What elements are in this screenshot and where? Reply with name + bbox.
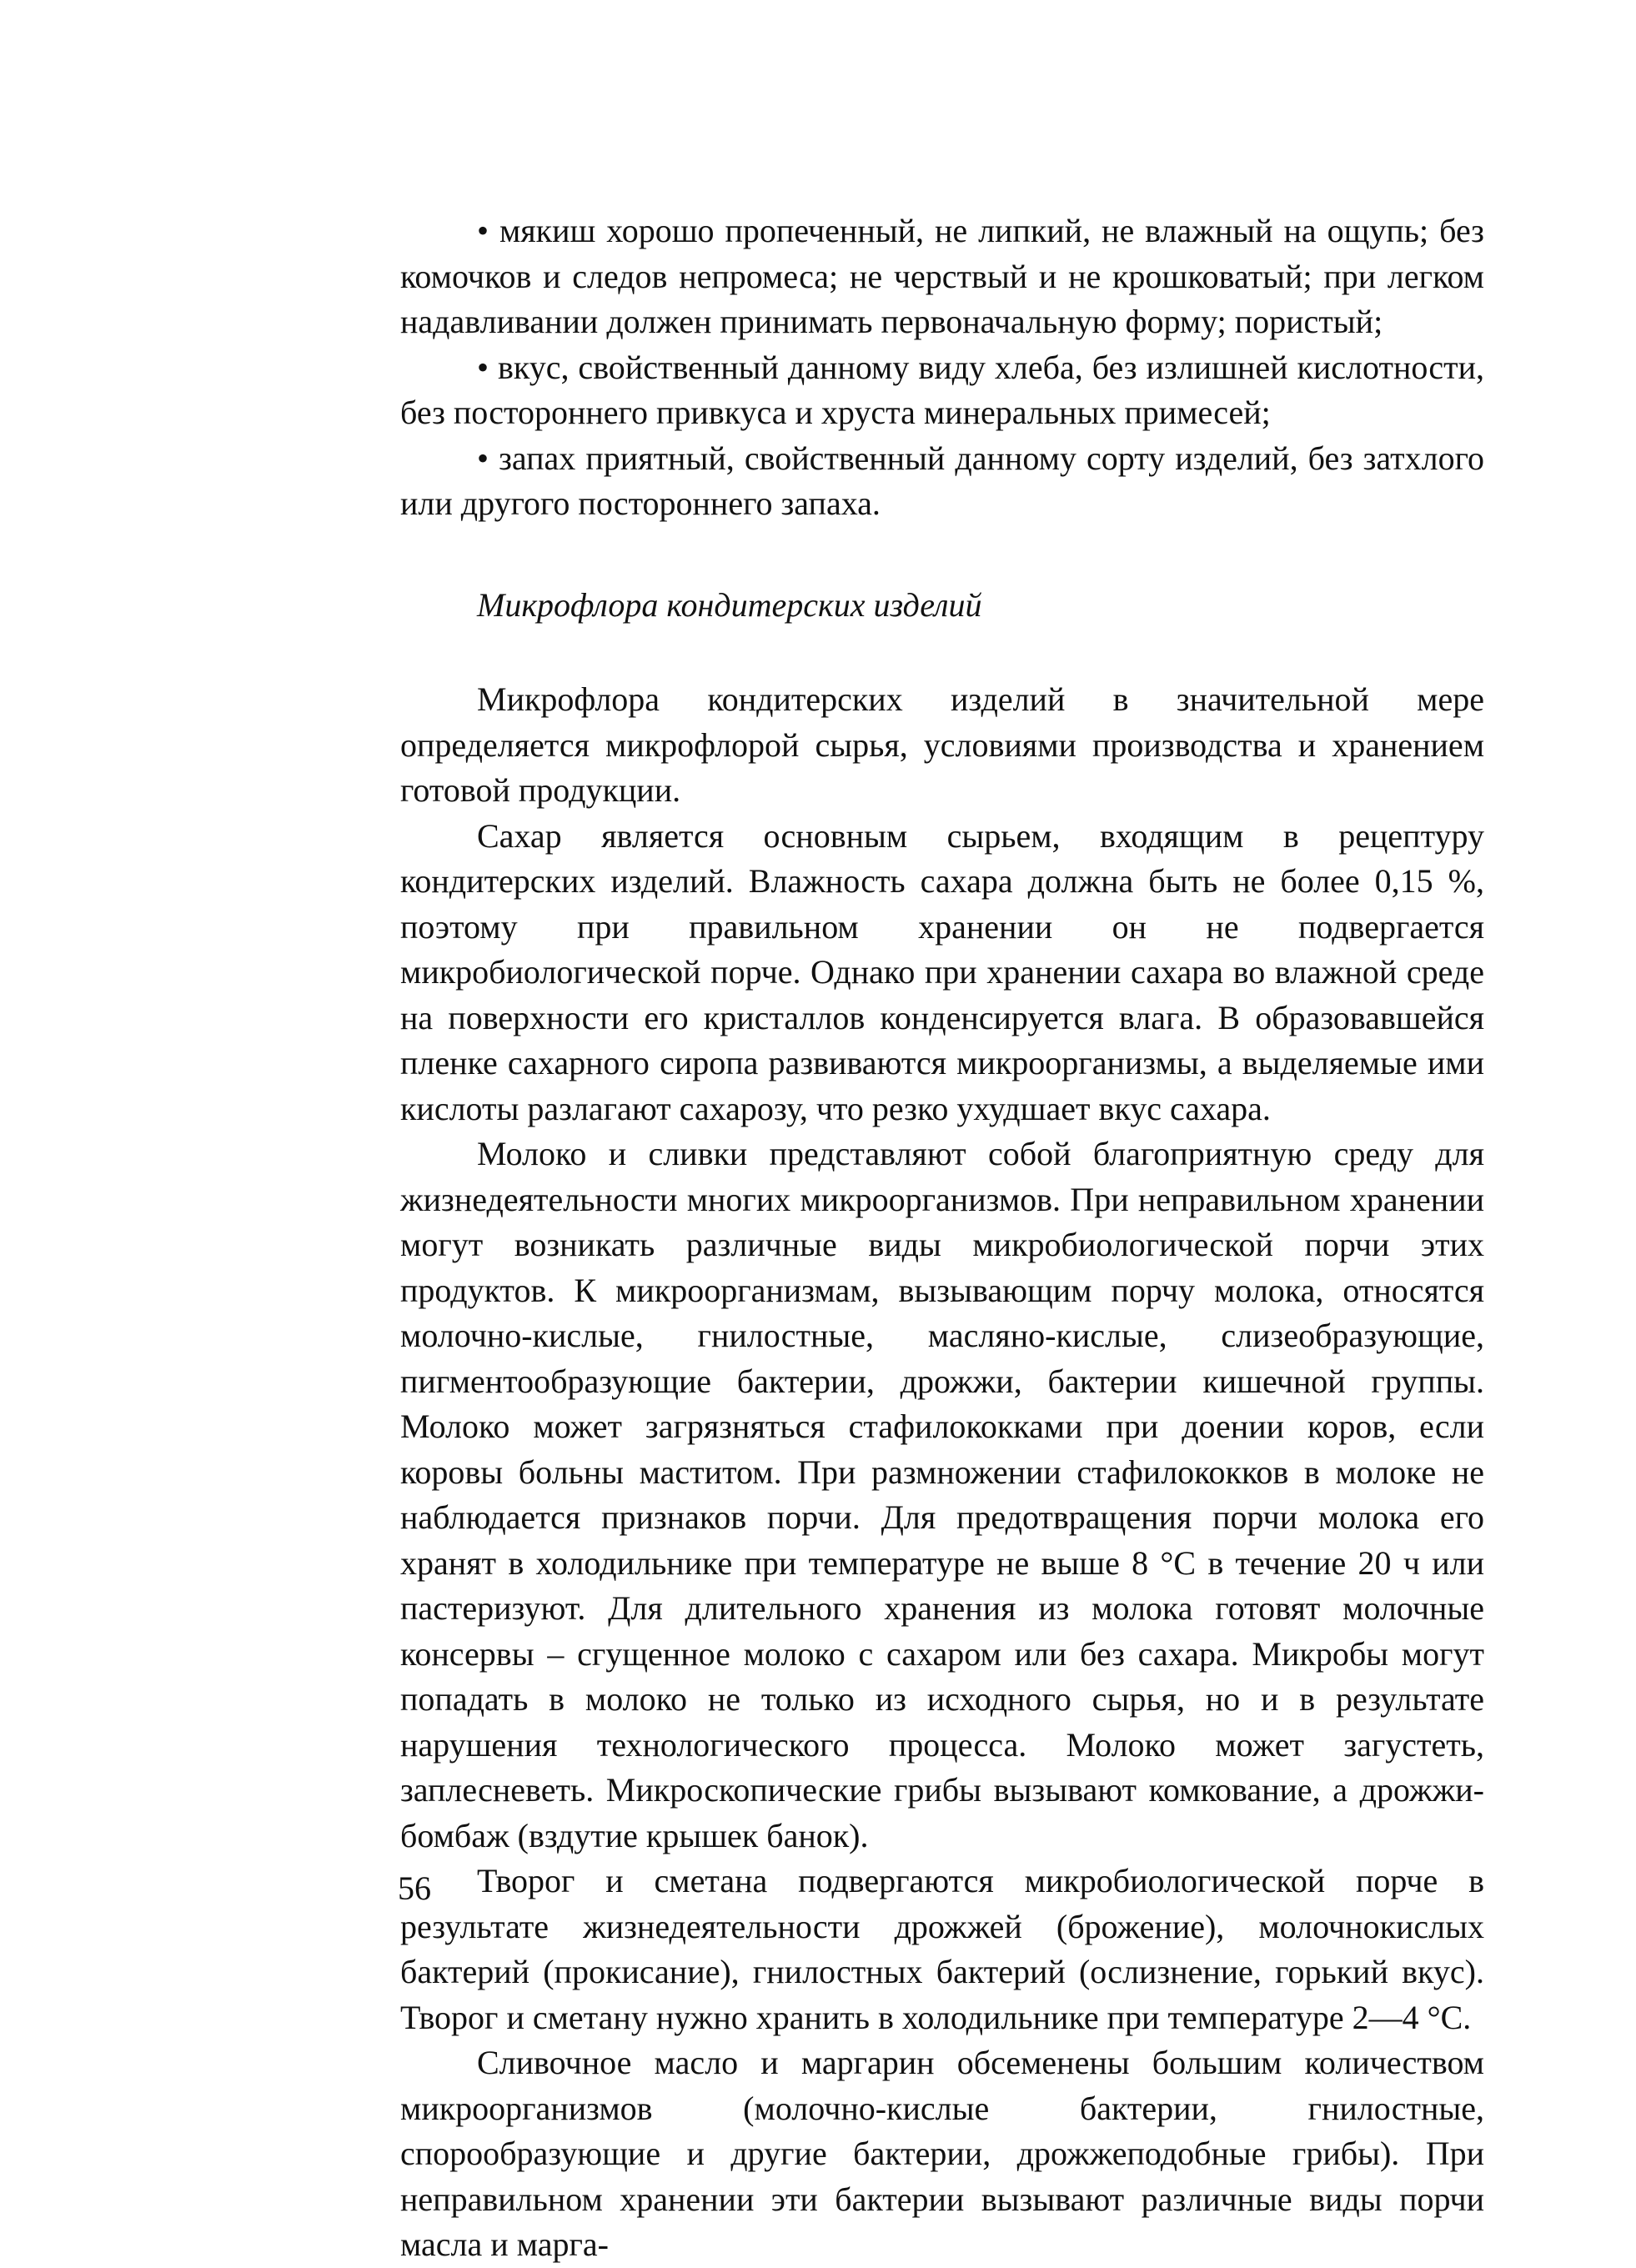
section-heading: Микрофлора кондитерских изделий: [477, 585, 982, 624]
bullet-item-taste: • вкус, свойственный данному виду хлеба, без излишней кислотности, без постороннего привкуса и хруста минеральных примесей;: [400, 345, 1484, 436]
paragraph-butter: Сливочное масло и маргарин обсеменены большим количеством микроорганизмов (молочно-кислые бактерии, гнилостные, спорообразующие и другие бактерии, дрожжеподобные грибы). При неправильном хранении эти бактерии вызывают различные виды порчи масла и марга-: [400, 2044, 1484, 2263]
paragraph-cottage-cheese: Творог и сметана подвергаются микробиологической порче в результате жизнедеятельности дрожжей (брожение), молочнокислых бактерий (прокисание), гнилостных бактерий (ослизнение, горький вкус). Творог и сметану нужно хранить в холодильнике при температуре 2—4 °С.: [400, 1862, 1484, 2036]
page-number: 56: [398, 1869, 431, 1907]
bullet-item-smell: • запах приятный, свойственный данному сорту изделий, без затхлого или другого постороннего запаха.: [400, 436, 1484, 527]
paragraph-intro: Микрофлора кондитерских изделий в значительной мере определяется микрофлорой сырья, условиями производства и хранением готовой продукции.: [400, 680, 1484, 809]
bullet-item-crumb: • мякиш хорошо пропеченный, не липкий, не влажный на ощупь; без комочков и следов непромеса; не черствый и не крошковатый; при легком надавливании должен принимать первоначальную форму; пористый;: [400, 208, 1484, 345]
paragraph-sugar: Сахар является основным сырьем, входящим в рецептуру кондитерских изделий. Влажность сахара должна быть не более 0,15 %, поэтому при правильном хранении он не подвергается микробиологической порче. Однако при хранении сахара во влажной среде на поверхности его кристаллов конденсируется влага. В образовавшейся пленке сахарного сиропа развиваются микроорганизмы, а выделяемые ими кислоты разлагают сахарозу, что резко ухудшает вкус сахара.: [400, 816, 1484, 1127]
page-body: [400, 208, 1484, 2268]
paragraph-milk: Молоко и сливки представляют собой благоприятную среду для жизнедеятельности многих микроорганизмов. При неправильном хранении могут возникать различные виды микробиологической порчи этих продуктов. К микроорганизмам, вызывающим порчу молока, относятся молочно-кислые, гнилостные, масляно-кислые, слизеобразующие, пигментообразующие бактерии, дрожжи, бактерии кишечной группы. Молоко может загрязняться стафилококками при доении коров, если коровы больны маститом. При размножении стафилококков в молоке не наблюдается признаков порчи. Для предотвращения порчи молока его хранят в холодильнике при температуре не выше 8 °С в течение 20 ч или пастеризуют. Для длительного хранения из молока готовят молочные консервы – сгущенное молоко с сахаром или без сахара. Микробы могут попадать в молоко не только из исходного сырья, но и в результате нарушения технологического процесса. Молоко может загустеть, заплесневеть. Микроскопические грибы вызывают комкование, а дрожжи-бомбаж (вздутие крышек банок).: [400, 1135, 1484, 1854]
